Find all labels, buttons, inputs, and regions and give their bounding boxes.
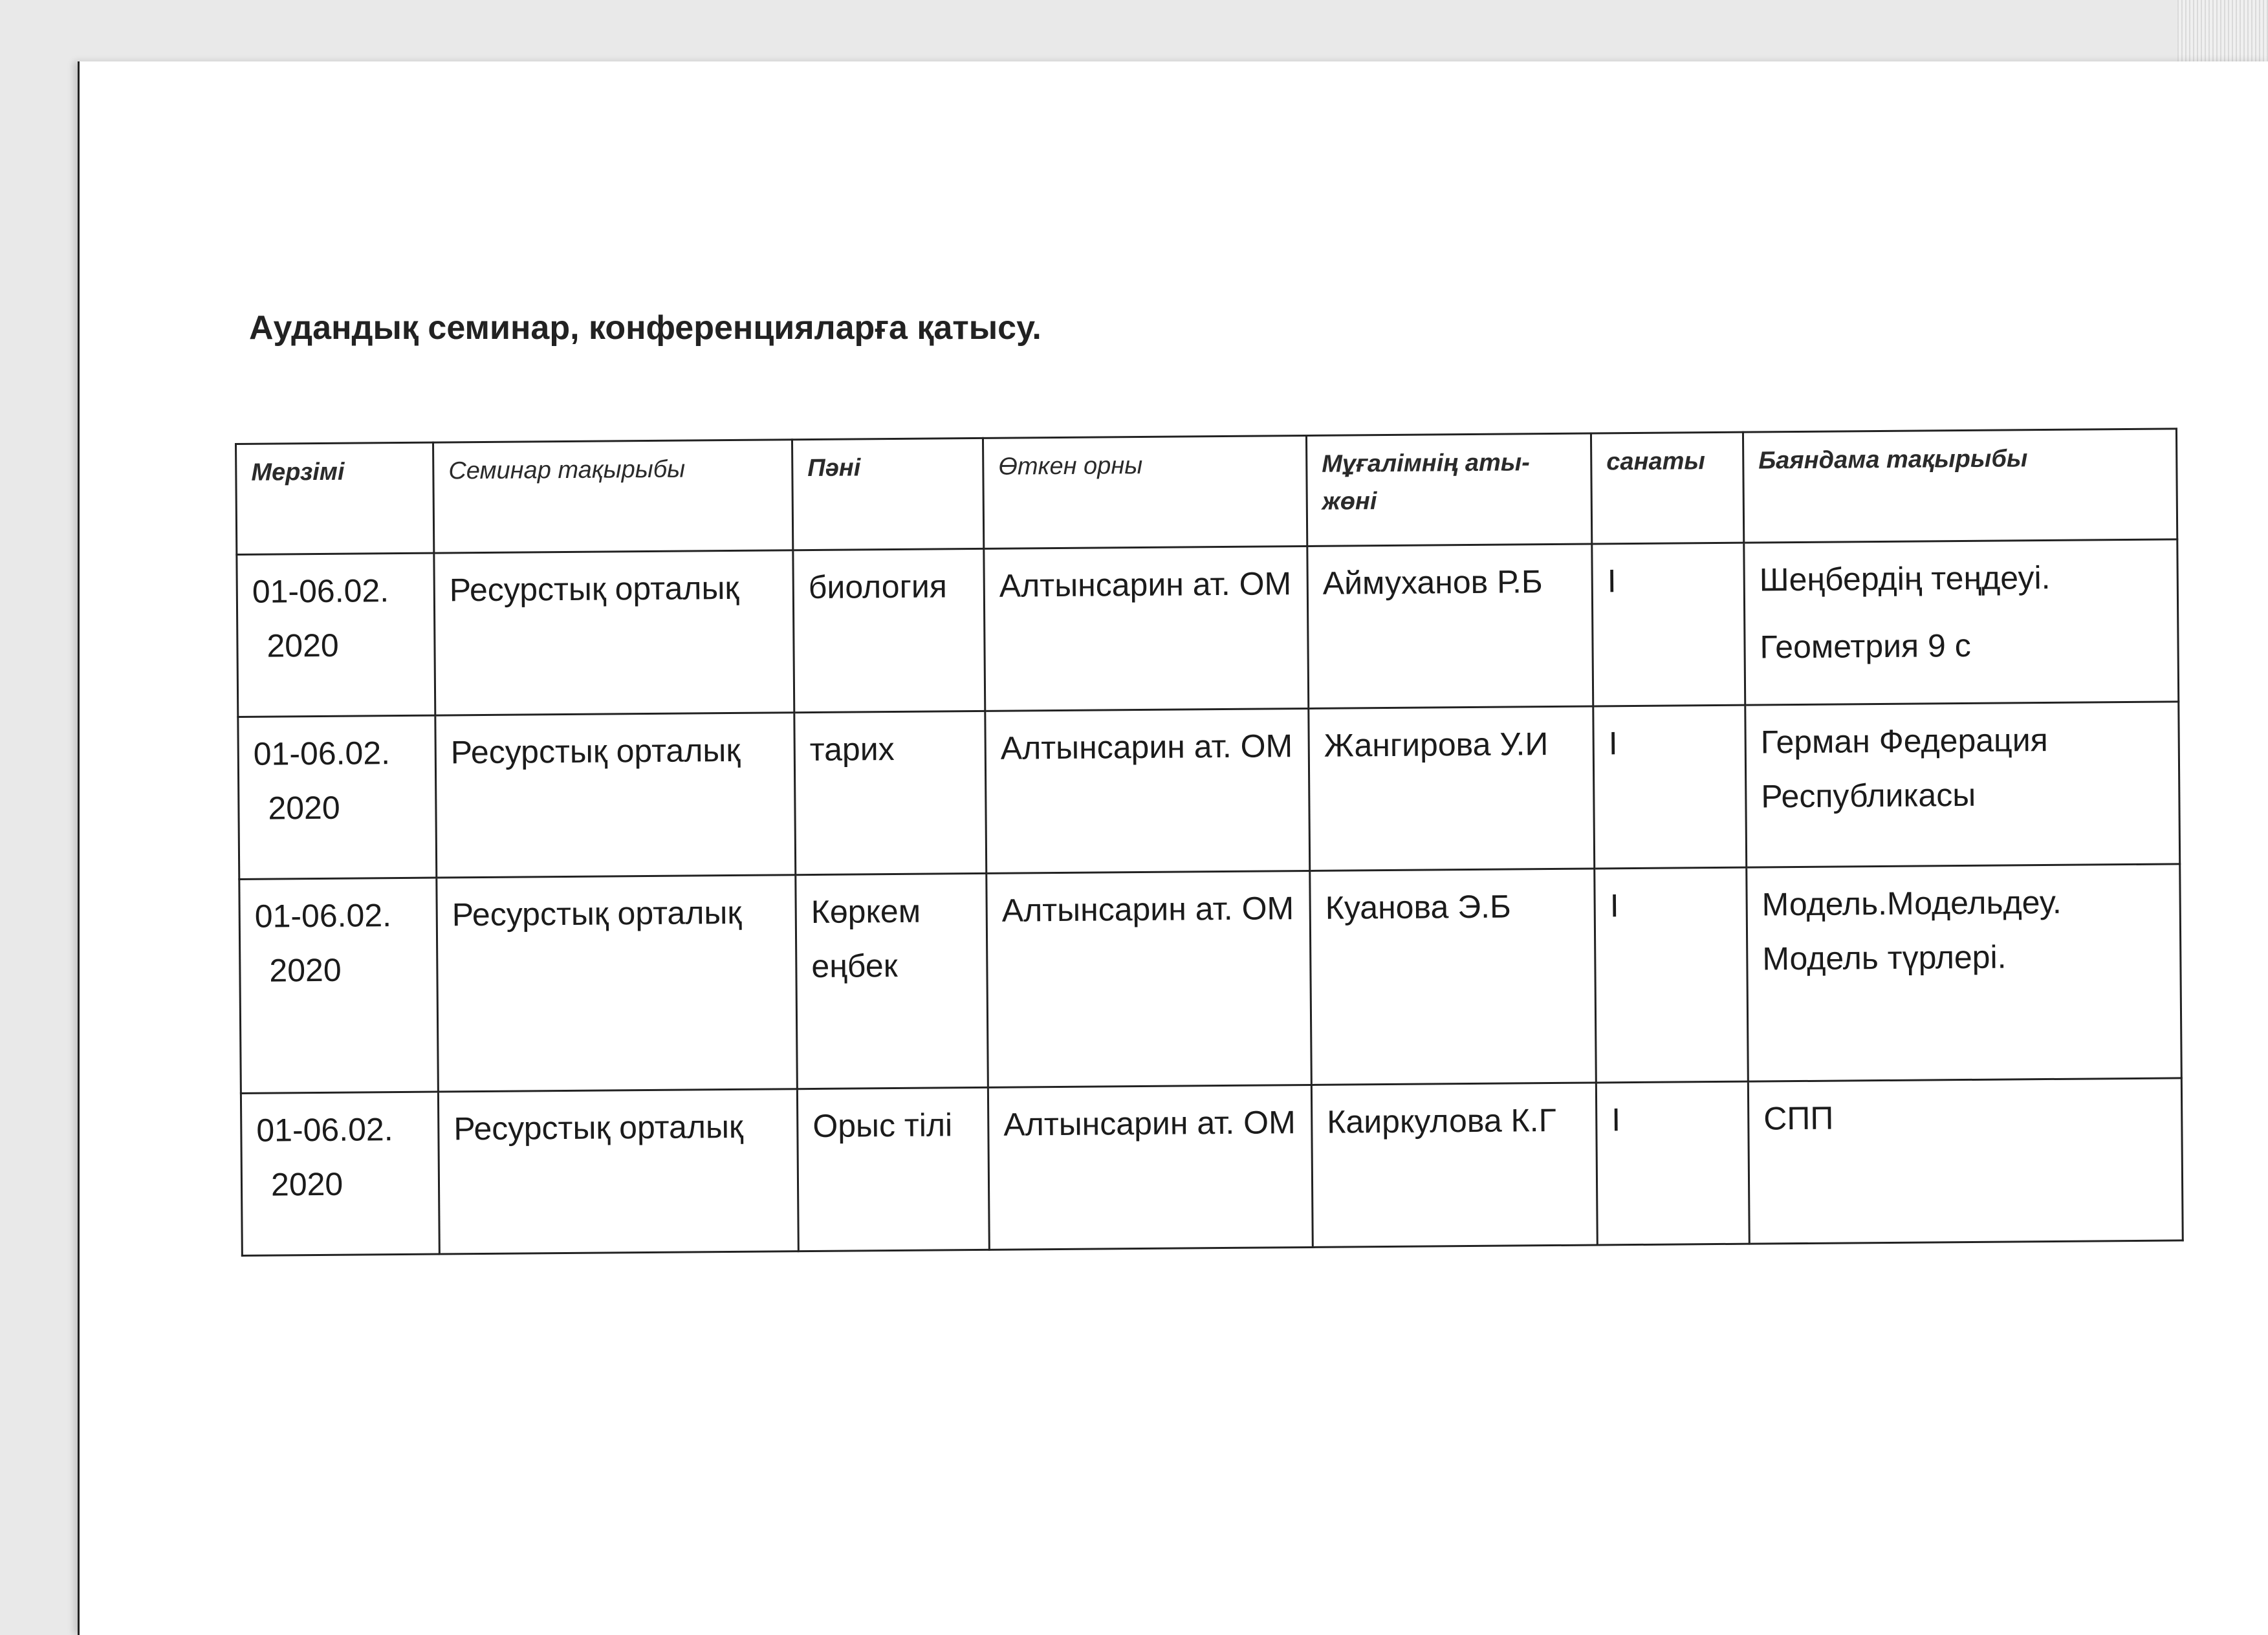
- document-page: [78, 61, 2268, 1635]
- cell-subject: тарих: [794, 711, 987, 874]
- cell-seminar-topic: Ресурстық орталық: [437, 875, 798, 1092]
- cell-venue: Алтынсарин ат. ОМ: [985, 708, 1310, 873]
- cell-category: I: [1592, 543, 1745, 706]
- table-header-row: [236, 429, 2177, 555]
- cell-seminar-topic: Ресурстық орталық: [434, 550, 794, 715]
- date-year: 2020: [267, 627, 339, 664]
- table-row: [237, 539, 2179, 717]
- cell-category: I: [1595, 867, 1749, 1083]
- date-text: 01-06.02.: [253, 735, 391, 772]
- cell-report-topic: [1747, 864, 2182, 1081]
- report-text: Модель.Модельдеу. Модель түрлері.: [1761, 883, 2062, 977]
- header-report-topic: Баяндама тақырыбы: [1743, 429, 2177, 543]
- cell-seminar-topic: Ресурстық орталық: [435, 713, 796, 878]
- report-text: СПП: [1763, 1099, 1834, 1137]
- cell-report-topic: [1744, 539, 2179, 705]
- header-seminar-topic: Семинар тақырыбы: [433, 440, 793, 553]
- header-date: Мерзімі: [236, 442, 434, 554]
- report-text: Герман Федерация Республикасы: [1760, 722, 2048, 815]
- cell-category: I: [1596, 1081, 1749, 1245]
- date-text: 01-06.02.: [256, 1111, 393, 1149]
- header-category: санаты: [1591, 432, 1743, 544]
- cell-teacher: Куанова Э.Б: [1310, 869, 1597, 1085]
- cell-date: [237, 553, 435, 717]
- header-subject: Пәні: [792, 438, 983, 550]
- cell-report-topic: [1745, 702, 2180, 867]
- cell-subject: Көркем еңбек: [796, 873, 988, 1088]
- cell-report-topic: [1748, 1078, 2183, 1244]
- header-teacher: Мұғалімнің аты-жөні: [1306, 433, 1591, 546]
- page-title: Аудандық семинар, конференцияларға қатысу.: [249, 309, 1041, 347]
- cell-venue: Алтынсарин ат. ОМ: [987, 871, 1312, 1087]
- date-text: 01-06.02.: [252, 572, 389, 610]
- header-venue: Өткен орны: [983, 435, 1307, 548]
- cell-date: [241, 1092, 439, 1255]
- table-row: [241, 1078, 2183, 1256]
- table-row: [238, 702, 2180, 880]
- cell-venue: Алтынсарин ат. ОМ: [988, 1085, 1313, 1250]
- seminar-table: [235, 428, 2184, 1257]
- cell-subject: Орыс тілі: [797, 1087, 989, 1251]
- cell-category: I: [1593, 705, 1747, 869]
- cell-subject: биология: [793, 548, 985, 712]
- date-year: 2020: [268, 789, 340, 827]
- cell-date: [238, 715, 437, 879]
- report-text: Шеңбердің теңдеуі.: [1759, 559, 2051, 598]
- date-year: 2020: [270, 1165, 343, 1203]
- cell-venue: Алтынсарин ат. ОМ: [984, 546, 1309, 711]
- cell-teacher: Каиркулова К.Г: [1311, 1083, 1597, 1247]
- table-row: [239, 864, 2182, 1094]
- date-text: 01-06.02.: [254, 897, 392, 935]
- cell-teacher: Аймуханов Р.Б: [1307, 544, 1593, 708]
- cell-teacher: Жангирова У.И: [1309, 706, 1595, 871]
- cell-seminar-topic: Ресурстық орталық: [438, 1089, 798, 1254]
- date-year: 2020: [269, 951, 342, 989]
- report-text-line2: Геометрия 9 с: [1760, 627, 1971, 666]
- cell-date: [239, 878, 439, 1093]
